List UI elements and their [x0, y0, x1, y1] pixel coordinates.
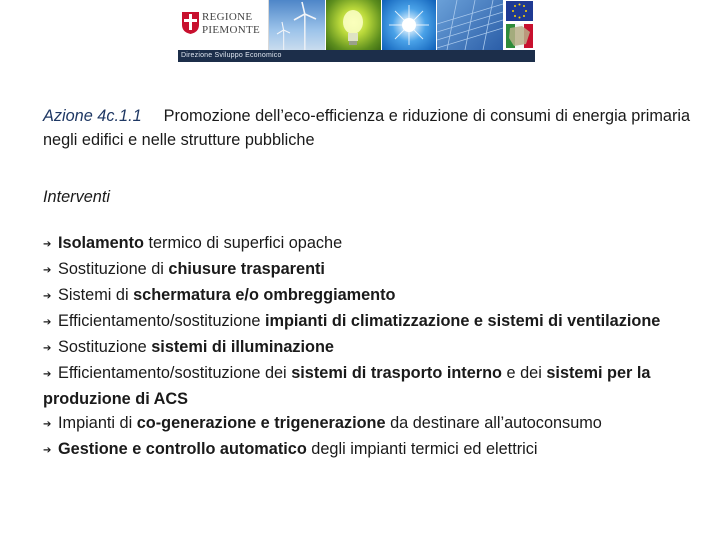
list-item — [43, 231, 693, 257]
arrow-right-icon: ➔ — [43, 239, 52, 250]
list-item — [43, 257, 693, 283]
item-text: Impianti di — [58, 414, 137, 432]
header-banner — [178, 0, 535, 62]
bold-text: sistemi di trasporto interno — [291, 364, 502, 382]
logo-text — [202, 11, 260, 37]
item-text: Efficientamento/sostituzione — [58, 312, 265, 330]
action-heading — [43, 104, 693, 152]
arrow-right-icon: ➔ — [43, 445, 52, 456]
item-text: Sistemi di — [58, 286, 134, 304]
arrow-right-icon: ➔ — [43, 317, 52, 328]
item-text: e dei — [502, 364, 547, 382]
banner-strip-text: Direzione Sviluppo Economico — [181, 52, 282, 59]
logo-line-regione: REGIONE — [202, 11, 253, 23]
bold-text: sistemi di illuminazione — [151, 338, 334, 356]
interventions-subheading: Interventi — [43, 188, 110, 206]
interventions-list — [43, 231, 693, 463]
bold-text: co-generazione e trigenerazione — [136, 414, 386, 432]
wind-turbines-image — [269, 0, 325, 50]
bold-text: Isolamento — [58, 234, 144, 252]
arrow-right-icon: ➔ — [43, 291, 52, 302]
wind-turbine-icon — [269, 0, 325, 50]
solar-panel-icon — [437, 0, 503, 50]
solar-panels-image — [437, 0, 503, 50]
flags-image — [504, 0, 535, 50]
item-text: Efficientamento/sostituzione dei — [58, 364, 292, 382]
bold-text: sistemi per la produzione di ACS — [43, 364, 651, 408]
list-item — [43, 309, 693, 335]
eu-flag-icon — [504, 0, 535, 50]
list-item — [43, 361, 693, 411]
item-text: Sostituzione — [58, 338, 152, 356]
action-title: Promozione dell’eco-efficienza e riduzione di consumi di energia primaria negli edifici e nelle strutture pubbliche — [43, 107, 691, 149]
light-bulb-icon — [326, 0, 381, 50]
list-item — [43, 411, 693, 437]
bold-text: chiusure trasparenti — [168, 260, 325, 278]
regione-piemonte-logo — [178, 0, 269, 50]
arrow-right-icon: ➔ — [43, 419, 52, 430]
coat-of-arms-icon — [182, 12, 199, 34]
light-bulb-image — [326, 0, 381, 50]
list-item — [43, 283, 693, 309]
bold-text: schermatura e/o ombreggiamento — [133, 286, 396, 304]
slide-content — [43, 104, 693, 463]
bold-text: Gestione e controllo automatico — [58, 440, 307, 458]
bold-text: impianti di climatizzazione e sistemi di ventilazione — [264, 312, 661, 330]
item-text: da destinare all’autoconsumo — [385, 414, 602, 432]
item-text: degli impianti termici ed elettrici — [306, 440, 538, 458]
item-text: Sostituzione di — [58, 260, 169, 278]
list-item — [43, 335, 693, 361]
sun-icon — [382, 0, 436, 50]
list-item — [43, 437, 693, 463]
arrow-right-icon: ➔ — [43, 369, 52, 380]
arrow-right-icon: ➔ — [43, 265, 52, 276]
action-code: Azione 4c.1.1 — [43, 107, 142, 125]
item-text: termico di superfici opache — [143, 234, 343, 252]
sun-image — [382, 0, 436, 50]
arrow-right-icon: ➔ — [43, 343, 52, 354]
banner-strip — [178, 50, 535, 62]
logo-line-piemonte: PIEMONTE — [202, 24, 261, 36]
